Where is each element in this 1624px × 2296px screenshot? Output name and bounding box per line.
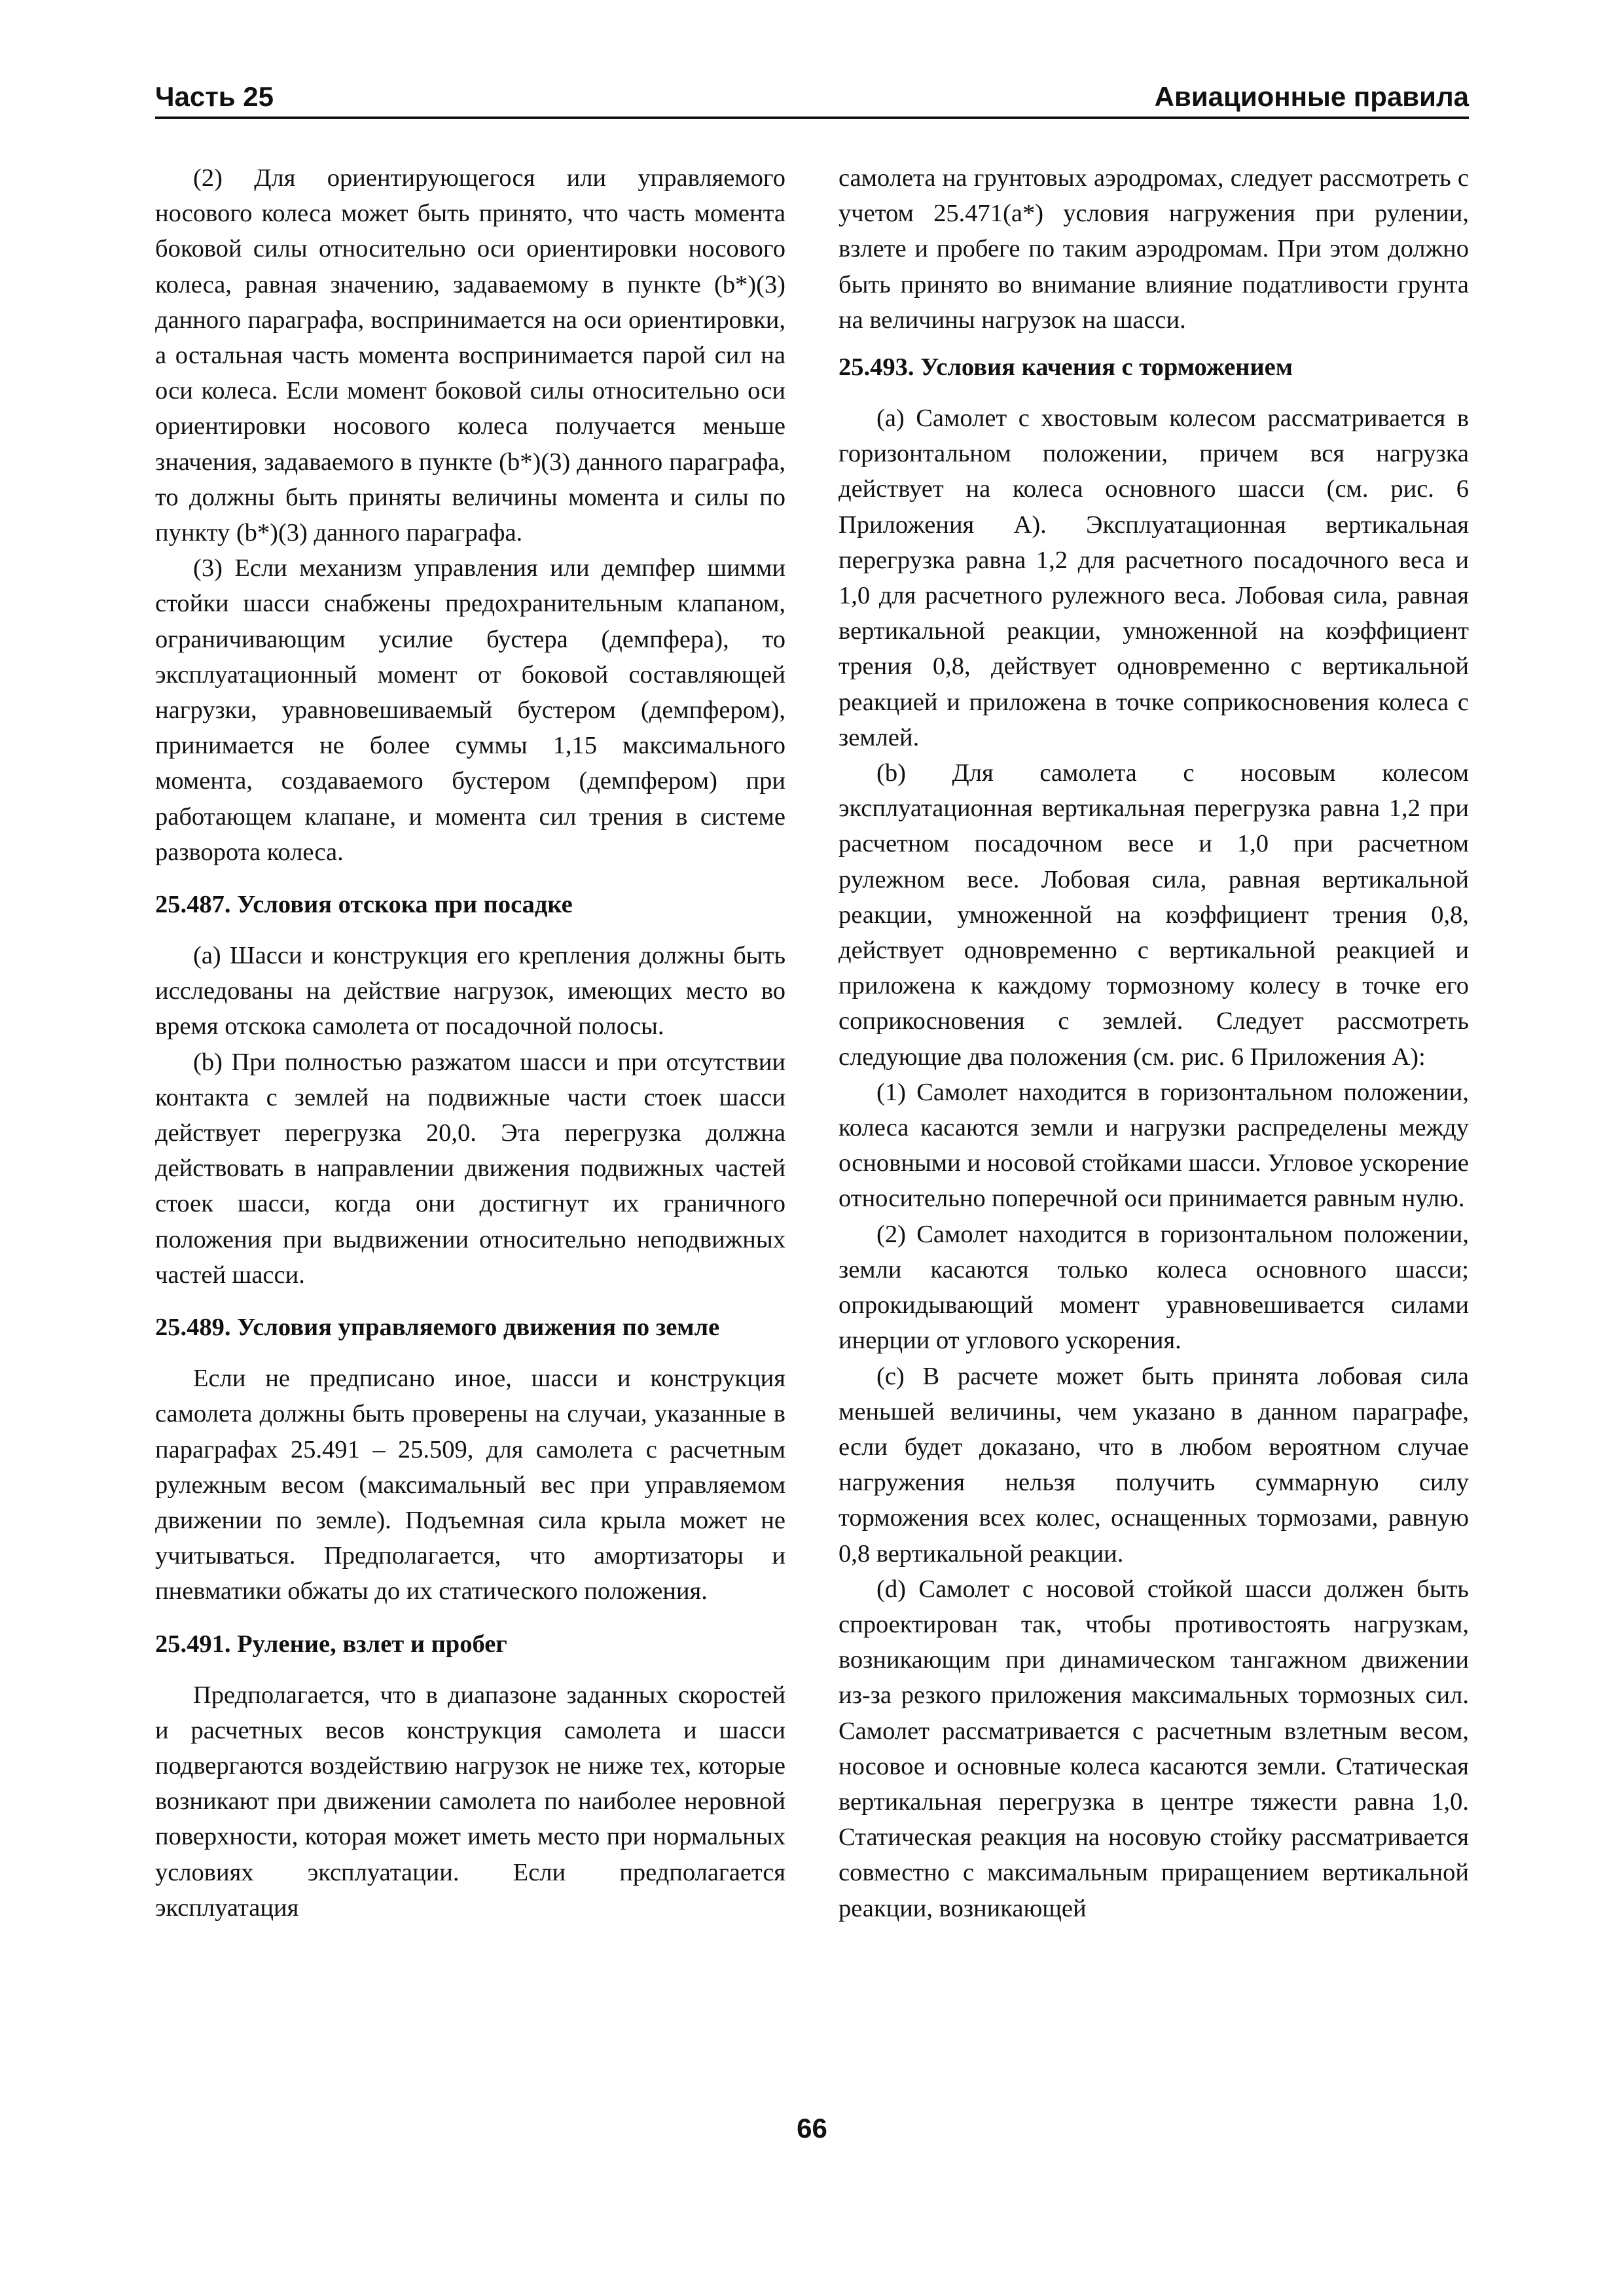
paragraph: (b) При полностью разжатом шасси и при отсутствии контакта с землей на подвижные части стоек шасси действует перегрузка 20,0. Эта перегрузка должна действовать в направлении движения подвижных частей стоек шасси, когда они достигнут их граничного положения при выдвижении относительно неподвижных частей шасси. bbox=[155, 1048, 785, 1289]
paragraph: (a) Шасси и конструкция его крепления должны быть исследованы на действие нагрузок, имеющих место во время отскока самолета от посадочной полосы. bbox=[155, 942, 785, 1041]
section-heading: 25.493. Условия качения с торможением bbox=[839, 353, 1293, 382]
paragraph: (3) Если механизм управления или демпфер шимми стойки шасси снабжены предохранительным клапаном, ограничивающим усилие бустера (демпфера), то эксплуатационный момент от боковой составляющей нагрузки, уравновешиваемый бустером (демпфером), принимается не более суммы 1,15 максимального момента, создаваемого бустером (демпфером) при работающем клапане, и момента сил трения в системе разворота колеса. bbox=[155, 554, 785, 866]
paragraph: (c) В расчете может быть принята лобовая сила меньшей величины, чем указано в данном параграфе, если будет доказано, что в любом вероятном случае нагружения нельзя получить суммарную силу торможения всех колес, оснащенных тормозами, равную 0,8 вертикальной реакции. bbox=[839, 1362, 1469, 1568]
paragraph: (a) Самолет с хвостовым колесом рассматривается в горизонтальном положении, причем вся нагрузка действует на колеса основного шасси (см. рис. 6 Приложения А). Эксплуатационная вертикальная перегрузка равна 1,2 для расчетного посадочного веса и 1,0 для расчетного рулежного веса. Лобовая сила, равная вертикальной реакции, умноженной на коэффициент трения 0,8, действует одновременно с вертикальной реакцией и приложена в точке соприкосновения колеса с землей. bbox=[839, 404, 1469, 751]
right-column bbox=[839, 160, 1469, 1926]
paragraph: Предполагается, что в диапазоне заданных скоростей и расчетных весов конструкция самолета и шасси подвергаются воздействию нагрузок не ниже тех, которые возникают при движении самолета по наиболее неровной поверхности, которая может иметь место при нормальных условиях эксплуатации. Если предполагается эксплуатация bbox=[155, 1681, 785, 1922]
paragraph: Если не предписано иное, шасси и конструкция самолета должны быть проверены на случаи, указанные в параграфах 25.491 – 25.509, для самолета с расчетным рулежным весом (максимальный вес при управляемом движении по земле). Подъемная сила крыла может не учитываться. Предполагается, что амортизаторы и пневматики обжаты до их статического положения. bbox=[155, 1365, 785, 1605]
section-heading: 25.489. Условия управляемого движения по земле bbox=[155, 1314, 720, 1342]
page-header bbox=[155, 77, 1469, 119]
header-title: Авиационные правила bbox=[1154, 81, 1469, 112]
paragraph: (d) Самолет с носовой стойкой шасси должен быть спроектирован так, чтобы противостоять нагрузкам, возникающим при динамическом тангажном движении из-за резкого приложения максимальных тормозных сил. Самолет рассматривается с расчетным взлетным весом, носовое и основные колеса касаются земли. Статическая вертикальная перегрузка в центре тяжести равна 1,0. Статическая реакция на носовую стойку рассматривается совместно с максимальным приращением вертикальной реакции, возникающей bbox=[839, 1575, 1469, 1922]
paragraph: (1) Самолет находится в горизонтальном положении, колеса касаются земли и нагрузки распределены между основными и носовой стойками шасси. Угловое ускорение относительно поперечной оси принимается равным нулю. bbox=[839, 1078, 1469, 1213]
paragraph-continued: самолета на грунтовых аэродромах, следует рассмотреть с учетом 25.471(а*) условия нагружения при рулении, взлете и пробеге по таким аэродромам. При этом должно быть принято во внимание влияние податливости грунта на величины нагрузок на шасси. bbox=[839, 164, 1469, 334]
header-part-label: Часть 25 bbox=[155, 81, 274, 112]
page-number: 66 bbox=[797, 2113, 827, 2144]
paragraph: (2) Для ориентирующегося или управляемого носового колеса может быть принято, что часть момента боковой силы относительно оси ориентировки носового колеса, равная значению, задаваемому в пункте (b*)(3) данного параграфа, воспринимается на оси ориентировки, а остальная часть момента воспринимается парой сил на оси колеса. Если момент боковой силы относительно оси ориентировки носового колеса получается меньше значения, задаваемого в пункте (b*)(3) данного параграфа, то должны быть приняты величины момента и силы по пункту (b*)(3) данного параграфа. bbox=[155, 164, 785, 547]
section-heading: 25.487. Условия отскока при посадке bbox=[155, 891, 573, 919]
left-column bbox=[155, 160, 785, 1926]
section-heading: 25.491. Руление, взлет и пробег bbox=[155, 1630, 507, 1658]
paragraph: (2) Самолет находится в горизонтальном положении, земли касаются только колеса основного шасси; опрокидывающий момент уравновешивается силами инерции от углового ускорения. bbox=[839, 1220, 1469, 1355]
paragraph: (b) Для самолета с носовым колесом эксплуатационная вертикальная перегрузка равна 1,2 при расчетном посадочном весе и 1,0 при расчетном рулежном весе. Лобовая сила, равная вертикальной реакции, умноженной на коэффициент трения 0,8, действует одновременно с вертикальной реакцией и приложена к каждому тормозному колесу в точке его соприкосновения с землей. Следует рассмотреть следующие два положения (см. рис. 6 Приложения А): bbox=[839, 759, 1469, 1071]
